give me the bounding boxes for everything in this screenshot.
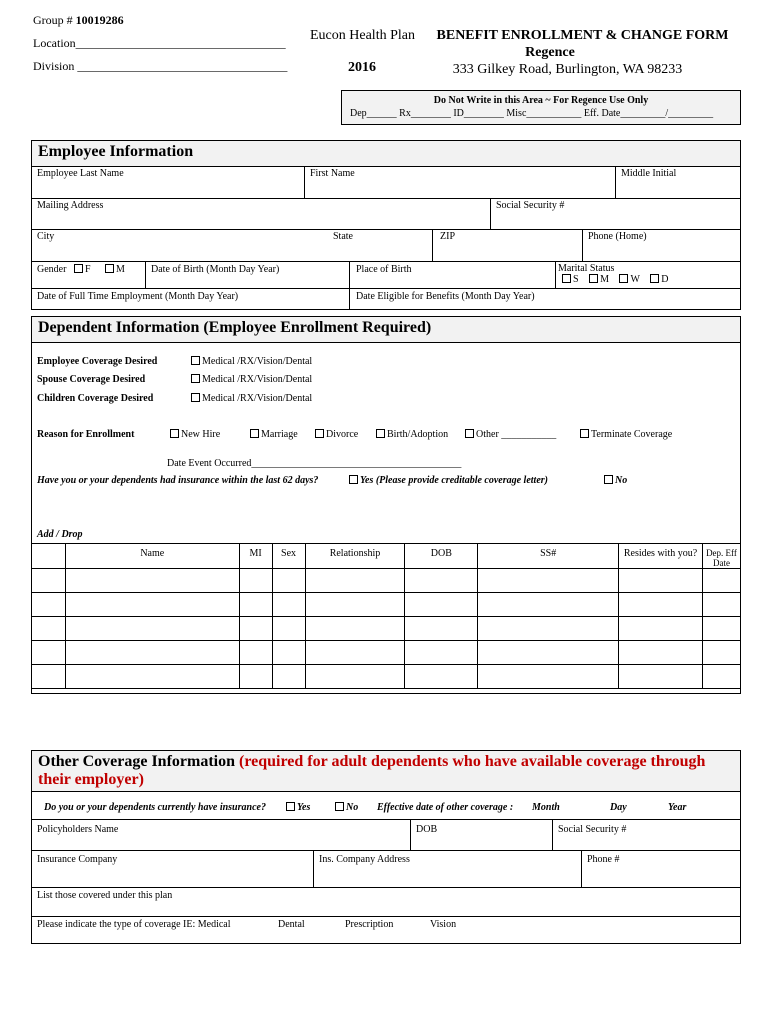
reason-other[interactable]: Other ___________ bbox=[465, 429, 556, 440]
table-row[interactable] bbox=[32, 593, 741, 617]
insurer-name: Regence bbox=[525, 45, 575, 60]
reason-label: Reason for Enrollment bbox=[37, 429, 135, 440]
policyholder-field[interactable]: Policyholders Name bbox=[37, 824, 119, 835]
coverage-type-dental[interactable]: Dental bbox=[278, 919, 305, 930]
marital-status-label: Marital Status bbox=[558, 263, 615, 274]
ssn-field[interactable]: Social Security # bbox=[496, 200, 565, 211]
employee-coverage-option[interactable]: Medical /RX/Vision/Dental bbox=[191, 356, 312, 367]
table-row[interactable] bbox=[32, 641, 741, 665]
prior-insurance-no[interactable]: No bbox=[604, 475, 627, 486]
table-row[interactable] bbox=[32, 617, 741, 641]
marriage-checkbox[interactable] bbox=[250, 429, 259, 438]
office-use-box bbox=[341, 90, 741, 125]
col-sex: Sex bbox=[272, 544, 305, 569]
spouse-coverage-option[interactable]: Medical /RX/Vision/Dental bbox=[191, 374, 312, 385]
first-name-field[interactable]: First Name bbox=[310, 168, 355, 179]
mailing-address-field[interactable]: Mailing Address bbox=[37, 200, 104, 211]
effective-year[interactable]: Year bbox=[668, 802, 687, 813]
divorce-checkbox[interactable] bbox=[315, 429, 324, 438]
insurance-company-field[interactable]: Insurance Company bbox=[37, 854, 118, 865]
zip-field[interactable]: ZIP bbox=[440, 231, 455, 242]
reason-marriage[interactable]: Marriage bbox=[250, 429, 298, 440]
children-coverage-checkbox[interactable] bbox=[191, 393, 200, 402]
coverage-type-prescription[interactable]: Prescription bbox=[345, 919, 394, 930]
plan-year: 2016 bbox=[348, 60, 376, 75]
location-field[interactable]: Location___________________________________ bbox=[33, 36, 286, 50]
other-coverage-title: Other Coverage Information (required for adult dependents who have available coverage through their employer) bbox=[32, 751, 740, 791]
col-relationship: Relationship bbox=[305, 544, 405, 569]
dependent-table-header bbox=[32, 544, 741, 569]
effective-day[interactable]: Day bbox=[610, 802, 627, 813]
reason-birth[interactable]: Birth/Adoption bbox=[376, 429, 448, 440]
col-name: Name bbox=[65, 544, 239, 569]
col-eff-date: Dep. Eff Date bbox=[702, 544, 740, 569]
prior-insurance-yes[interactable]: Yes (Please provide creditable coverage letter) bbox=[349, 475, 548, 486]
employee-title: Employee Information bbox=[32, 141, 740, 166]
current-insurance-yes-checkbox[interactable] bbox=[286, 802, 295, 811]
city-field[interactable]: City bbox=[37, 231, 55, 242]
children-coverage-label: Children Coverage Desired bbox=[37, 393, 154, 404]
division-field[interactable]: Division ___________________________________ bbox=[33, 59, 288, 73]
birth-adoption-checkbox[interactable] bbox=[376, 429, 385, 438]
col-resides: Resides with you? bbox=[619, 544, 703, 569]
reason-terminate[interactable]: Terminate Coverage bbox=[580, 429, 672, 440]
table-row[interactable] bbox=[32, 665, 741, 689]
other-checkbox[interactable] bbox=[465, 429, 474, 438]
prior-insurance-no-checkbox[interactable] bbox=[604, 475, 613, 484]
marital-w-checkbox[interactable] bbox=[619, 274, 628, 283]
date-event-field[interactable]: Date Event Occurred__________________________________________ bbox=[167, 458, 462, 469]
effective-date-label: Effective date of other coverage : bbox=[377, 802, 514, 813]
terminate-checkbox[interactable] bbox=[580, 429, 589, 438]
insurance-address-field[interactable]: Ins. Company Address bbox=[319, 854, 410, 865]
plan-name: Eucon Health Plan bbox=[310, 28, 415, 43]
spouse-coverage-checkbox[interactable] bbox=[191, 374, 200, 383]
current-insurance-question: Do you or your dependents currently have insurance? bbox=[44, 802, 266, 813]
other-coverage-note: (required for adult dependents who have available coverage through their employer) bbox=[38, 753, 706, 788]
spouse-coverage-label: Spouse Coverage Desired bbox=[37, 374, 146, 385]
full-time-date-field[interactable]: Date of Full Time Employment (Month Day Year) bbox=[37, 291, 239, 302]
office-use-title: Do Not Write in this Area ~ For Regence Use Only bbox=[433, 95, 649, 106]
eligible-date-field[interactable]: Date Eligible for Benefits (Month Day Year) bbox=[356, 291, 535, 302]
col-mi: MI bbox=[239, 544, 272, 569]
middle-initial-field[interactable]: Middle Initial bbox=[621, 168, 677, 179]
place-of-birth-field[interactable]: Place of Birth bbox=[356, 264, 412, 275]
prior-insurance-yes-checkbox[interactable] bbox=[349, 475, 358, 484]
gender-group: Gender F M bbox=[37, 264, 125, 275]
marital-status-group: S M W D bbox=[562, 274, 668, 285]
col-ssn: SS# bbox=[478, 544, 619, 569]
add-column-header bbox=[32, 544, 66, 569]
marital-m-checkbox[interactable] bbox=[589, 274, 598, 283]
marital-d-checkbox[interactable] bbox=[650, 274, 659, 283]
coverage-type-label: Please indicate the type of coverage IE: Medical bbox=[37, 919, 231, 930]
table-row[interactable] bbox=[32, 569, 741, 593]
state-field[interactable]: State bbox=[333, 231, 353, 242]
group-number: Group # 10019286 bbox=[33, 13, 124, 27]
form-title: BENEFIT ENROLLMENT & CHANGE FORM bbox=[436, 28, 729, 43]
last-name-field[interactable]: Employee Last Name bbox=[37, 168, 124, 179]
current-insurance-no-checkbox[interactable] bbox=[335, 802, 344, 811]
reason-new-hire[interactable]: New Hire bbox=[170, 429, 220, 440]
insurer-address: 333 Gilkey Road, Burlington, WA 98233 bbox=[452, 62, 683, 77]
gender-f-checkbox[interactable] bbox=[74, 264, 83, 273]
dependent-title: Dependent Information (Employee Enrollment Required) bbox=[32, 317, 740, 342]
policyholder-dob-field[interactable]: DOB bbox=[416, 824, 438, 835]
policyholder-ssn-field[interactable]: Social Security # bbox=[558, 824, 627, 835]
marital-s-checkbox[interactable] bbox=[562, 274, 571, 283]
prior-insurance-question: Have you or your dependents had insurance within the last 62 days? bbox=[37, 475, 319, 486]
gender-m-checkbox[interactable] bbox=[105, 264, 114, 273]
children-coverage-option[interactable]: Medical /RX/Vision/Dental bbox=[191, 393, 312, 404]
employee-coverage-checkbox[interactable] bbox=[191, 356, 200, 365]
reason-divorce[interactable]: Divorce bbox=[315, 429, 358, 440]
employee-coverage-label: Employee Coverage Desired bbox=[37, 356, 158, 367]
col-dob: DOB bbox=[405, 544, 478, 569]
covered-list-field[interactable]: List those covered under this plan bbox=[37, 890, 173, 901]
coverage-type-vision[interactable]: Vision bbox=[430, 919, 457, 930]
insurance-phone-field[interactable]: Phone # bbox=[587, 854, 620, 865]
effective-month[interactable]: Month bbox=[532, 802, 560, 813]
dependent-table bbox=[31, 543, 741, 689]
add-drop-label: Add / Drop bbox=[37, 529, 83, 540]
home-phone-field[interactable]: Phone (Home) bbox=[588, 231, 647, 242]
office-use-fields: Dep______ Rx________ ID________ Misc___________ Eff. Date_________/_________ bbox=[350, 108, 714, 119]
dob-field[interactable]: Date of Birth (Month Day Year) bbox=[151, 264, 280, 275]
new-hire-checkbox[interactable] bbox=[170, 429, 179, 438]
current-insurance-no[interactable]: No bbox=[335, 802, 358, 813]
current-insurance-yes[interactable]: Yes bbox=[286, 802, 310, 813]
